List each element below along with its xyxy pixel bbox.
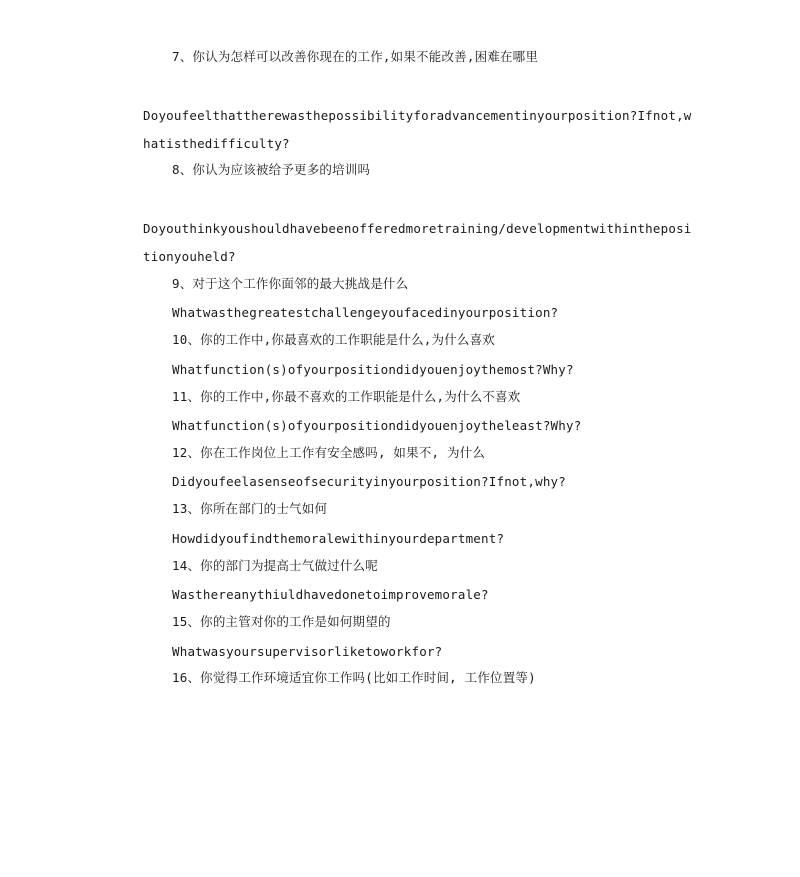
question-7-english-line-1: Doyoufeelthattherewasthepossibilityforadvancementinyourposition?Ifnot,w	[143, 108, 692, 123]
question-11-chinese: 11、你的工作中,你最不喜欢的工作职能是什么,为什么不喜欢	[172, 389, 521, 404]
question-13-chinese: 13、你所在部门的士气如何	[172, 501, 328, 516]
question-13-english: Howdidyoufindthemoralewithinyourdepartment?	[172, 531, 505, 546]
question-10-chinese: 10、你的工作中,你最喜欢的工作职能是什么,为什么喜欢	[172, 332, 496, 347]
question-15-chinese: 15、你的主管对你的工作是如何期望的	[172, 614, 391, 629]
question-14-chinese: 14、你的部门为提高士气做过什么呢	[172, 558, 378, 573]
question-15-english: Whatwasyoursupervisorliketoworkfor?	[172, 644, 443, 659]
question-16-chinese: 16、你觉得工作环境适宜你工作吗(比如工作时间, 工作位置等)	[172, 670, 536, 685]
question-8-english-line-2: tionyouheld?	[143, 249, 236, 264]
question-14-english: Wasthereanythiuldhavedonetoimprovemorale?	[172, 587, 489, 602]
question-7-english-line-2: hatisthedifficulty?	[143, 136, 290, 151]
question-11-english: Whatfunction(s)ofyourpositiondidyouenjoytheleast?Why?	[172, 418, 582, 433]
question-12-english: Didyoufeelasenseofsecurityinyourposition?Ifnot,why?	[172, 474, 567, 489]
question-7-chinese: 7、你认为怎样可以改善你现在的工作,如果不能改善,困难在哪里	[172, 49, 539, 64]
question-8-english-line-1: Doyouthinkyoushouldhavebeenofferedmoretraining/developmentwithintheposi	[143, 221, 692, 236]
question-9-chinese: 9、对于这个工作你面邻的最大挑战是什么	[172, 276, 409, 291]
question-8-chinese: 8、你认为应该被给予更多的培训吗	[172, 162, 371, 177]
question-12-chinese: 12、你在工作岗位上工作有安全感吗, 如果不, 为什么	[172, 445, 486, 460]
question-9-english: Whatwasthegreatestchallengeyoufacedinyourposition?	[172, 305, 559, 320]
question-10-english: Whatfunction(s)ofyourpositiondidyouenjoythemost?Why?	[172, 362, 574, 377]
